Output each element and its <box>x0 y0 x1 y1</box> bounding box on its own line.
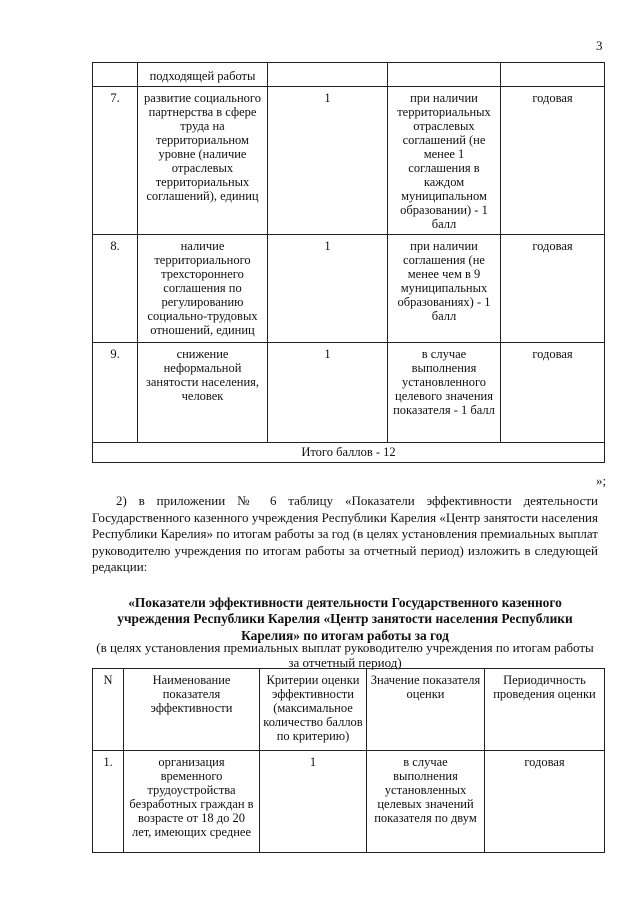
row-number: 9. <box>93 343 138 443</box>
table-row <box>93 87 605 235</box>
indicator-score: 1 <box>268 235 388 343</box>
amendment-paragraph <box>92 493 598 576</box>
indicator-period: годовая <box>485 751 605 853</box>
table-row <box>93 751 605 853</box>
indicator-value: при наличии соглашения (не менее чем в 9 муниципальных образованиях) - 1 балл <box>388 235 501 343</box>
table-row <box>93 343 605 443</box>
row-number: 8. <box>93 235 138 343</box>
total-score: Итого баллов - 12 <box>93 443 605 463</box>
header-criteria: Критерии оценки эффективности (максимальное количество баллов по критерию) <box>260 669 367 751</box>
closing-quote: »; <box>596 473 607 488</box>
amendment-text: 2) в приложении № 6 таблицу «Показатели эффективности деятельности Государственного казенного учреждения Республики Карелия «Центр занятости населения Республики Карелия» по итогам работы за год (в целях установления премиальных выплат руководителю учреждения по итогам работы за отчетный период) изложить в следующей редакции: <box>92 493 598 575</box>
table-header-row <box>93 669 605 751</box>
section-subtitle: (в целях установления премиальных выплат руководителю учреждения по итогам работы за отчетный период) <box>96 640 594 670</box>
indicator-score: 1 <box>268 343 388 443</box>
header-value: Значение показателя оценки <box>367 669 485 751</box>
indicator-score: 1 <box>268 87 388 235</box>
indicator-name: развитие социального партнерства в сфере труда на территориальном уровне (наличие отраслевых территориальных соглашений), единиц <box>138 87 268 235</box>
table-row <box>93 63 605 87</box>
indicator-value: при наличии территориальных отраслевых соглашений (не менее 1 соглашения в каждом муниципальном образовании) - 1 балл <box>388 87 501 235</box>
indicator-value: в случае выполнения установленных целевых значений показателя по двум <box>367 751 485 853</box>
indicator-name: снижение неформальной занятости населения, человек <box>138 343 268 443</box>
indicator-name: организация временного трудоустройства безработных граждан в возрасте от 18 до 20 лет, имеющих среднее <box>124 751 260 853</box>
indicator-score: 1 <box>260 751 367 853</box>
indicator-value <box>388 63 501 87</box>
indicator-score <box>268 63 388 87</box>
indicator-name: подходящей работы <box>138 63 268 87</box>
table-row <box>93 235 605 343</box>
indicator-period <box>501 63 605 87</box>
section-title: «Показатели эффективности деятельности Государственного казенного учреждения Республики Карелия «Центр занятости населения Республики Карелия» по итогам работы за год <box>117 595 573 643</box>
header-period: Периодичность проведения оценки <box>485 669 605 751</box>
indicators-table-continued <box>92 62 605 463</box>
total-row <box>93 443 605 463</box>
indicator-name: наличие территориального трехстороннего соглашения по регулированию социально-трудовых отношений, единиц <box>138 235 268 343</box>
header-number: N <box>93 669 124 751</box>
indicator-period: годовая <box>501 87 605 235</box>
indicators-table-new <box>92 668 605 853</box>
row-number: 7. <box>93 87 138 235</box>
indicator-period: годовая <box>501 343 605 443</box>
row-number: 1. <box>93 751 124 853</box>
header-name: Наименование показателя эффективности <box>124 669 260 751</box>
page-number: 3 <box>596 38 603 53</box>
indicator-period: годовая <box>501 235 605 343</box>
row-number <box>93 63 138 87</box>
indicator-value: в случае выполнения установленного целевого значения показателя - 1 балл <box>388 343 501 443</box>
